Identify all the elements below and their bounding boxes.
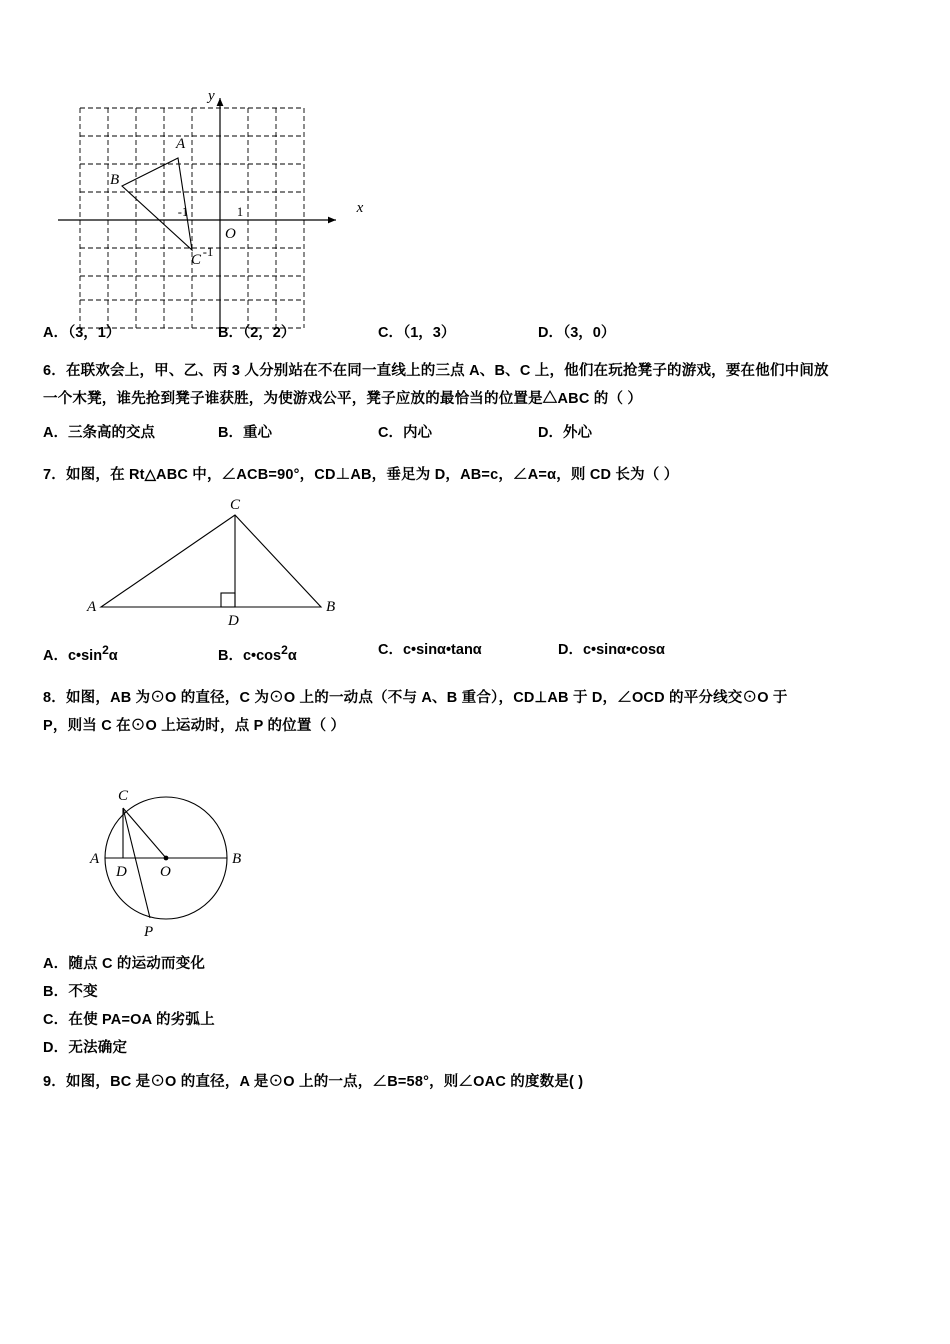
q7-option-d[interactable]: D．c•sinα•cosα bbox=[558, 642, 665, 658]
q8-option-d[interactable]: D．无法确定 bbox=[43, 1039, 128, 1056]
q7-option-a[interactable] bbox=[43, 636, 218, 670]
tri-point-d-label: D bbox=[228, 613, 239, 629]
q8-option-b[interactable]: B．不变 bbox=[43, 983, 98, 1000]
q7-option-b-sup: 2 bbox=[281, 643, 288, 657]
circ-point-p-label: P bbox=[144, 923, 154, 940]
right-triangle-svg bbox=[83, 497, 383, 627]
q7-option-a-sup: 2 bbox=[102, 643, 109, 657]
grid-point-b-label: B bbox=[110, 172, 120, 188]
q9-line-1: 9．如图，BC 是⊙O 的直径，A 是⊙O 上的一点，∠B=58°，则∠OAC 的度数是( ) bbox=[43, 1073, 584, 1090]
figure-right-triangle bbox=[83, 497, 383, 632]
q5-option-c[interactable]: C．（1，3） bbox=[378, 325, 456, 341]
q7-option-b[interactable] bbox=[218, 636, 378, 670]
circ-point-d-label: D bbox=[116, 863, 127, 880]
circ-point-a-label: A bbox=[90, 850, 100, 867]
q7-option-a-pre: A．c•sin bbox=[43, 647, 103, 664]
tri-point-b-label: B bbox=[326, 599, 336, 615]
circle-svg bbox=[78, 780, 288, 940]
figure-coordinate-grid bbox=[58, 60, 364, 315]
q7-options-row bbox=[43, 636, 909, 670]
circ-point-c-label: C bbox=[118, 787, 129, 804]
q7-option-b-post: α bbox=[287, 647, 297, 664]
grid-point-a-label: A bbox=[176, 136, 186, 152]
q7-option-c[interactable]: C．c•sinα•tanα bbox=[378, 642, 482, 658]
q6-line-1: 6．在联欢会上，甲、乙、丙 3 人分别站在不在同一直线上的三点 A、B、C 上，他们在玩抢凳子的游戏，要在他们中间放 bbox=[43, 363, 829, 379]
q8-line-1: 8．如图，AB 为⊙O 的直径，C 为⊙O 上的一动点（不与 A、B 重合），CD⊥AB 于 D，∠OCD 的平分线交⊙O 于 bbox=[43, 689, 788, 706]
axis-x-label: x bbox=[356, 200, 364, 216]
grid-origin-label: O bbox=[225, 226, 236, 242]
circ-point-b-label: B bbox=[232, 850, 242, 867]
figure-circle bbox=[78, 780, 288, 940]
q7-option-b-pre: B．c•cos bbox=[218, 647, 282, 664]
grid-tick-neg1-y: -1 bbox=[202, 245, 214, 259]
page-content bbox=[43, 60, 909, 1096]
q6-options-row bbox=[43, 419, 909, 447]
q5-option-b[interactable]: B．（2，2） bbox=[218, 325, 296, 341]
q7-line-1: 7．如图，在 Rt△ABC 中，∠ACB=90°，CD⊥AB，垂足为 D，AB=c，∠A=α，则 CD 长为（ ） bbox=[43, 467, 679, 483]
tri-point-a-label: A bbox=[87, 599, 97, 615]
coordinate-grid-svg bbox=[58, 60, 364, 315]
tri-point-c-label: C bbox=[230, 497, 241, 513]
q6-option-c[interactable]: C．内心 bbox=[378, 425, 432, 441]
q6-option-a[interactable]: A．三条高的交点 bbox=[43, 425, 155, 441]
circ-point-o-label: O bbox=[160, 863, 171, 880]
q6-line-2: 一个木凳，谁先抢到凳子谁获胜，为使游戏公平，凳子应放的最恰当的位置是△ABC 的（ ） bbox=[43, 391, 643, 407]
axis-y-label: y bbox=[208, 88, 215, 104]
q8-line-2: P，则当 C 在⊙O 上运动时，点 P 的位置（ ） bbox=[43, 717, 346, 734]
grid-tick-neg1-x: -1 bbox=[177, 205, 189, 219]
q8-option-a[interactable]: A．随点 C 的运动而变化 bbox=[43, 955, 206, 972]
q5-option-d[interactable]: D．（3，0） bbox=[538, 325, 616, 341]
q7-option-a-post: α bbox=[108, 647, 118, 664]
q6-option-b[interactable]: B．重心 bbox=[218, 425, 272, 441]
q8-option-c[interactable]: C．在使 PA=OA 的劣弧上 bbox=[43, 1011, 215, 1028]
grid-tick-pos1-x: 1 bbox=[236, 205, 244, 219]
q6-option-d[interactable]: D．外心 bbox=[538, 425, 592, 441]
grid-point-c-label: C bbox=[191, 252, 202, 268]
q5-option-a[interactable]: A．（3，1） bbox=[43, 325, 121, 341]
q5-options-row bbox=[43, 319, 909, 347]
